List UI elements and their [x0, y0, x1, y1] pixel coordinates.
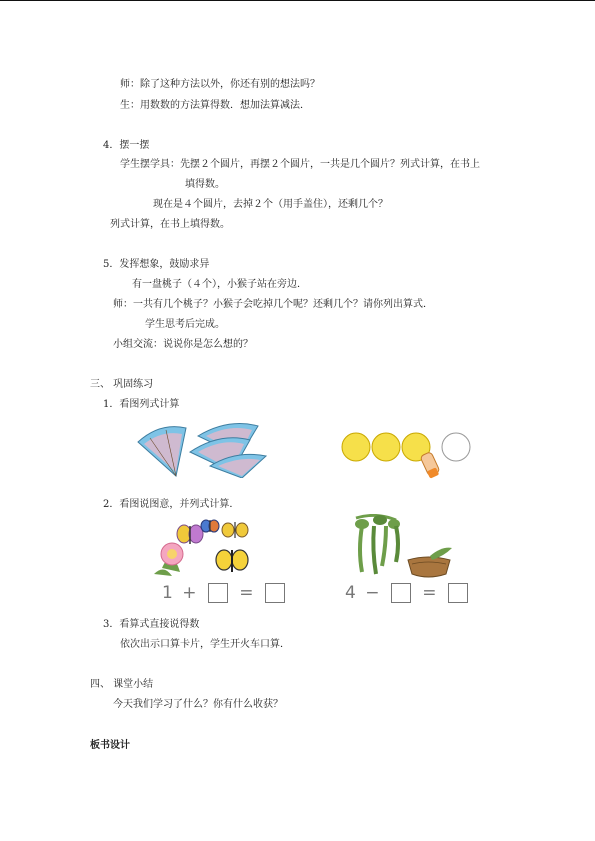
butterfly-icon	[177, 525, 203, 544]
yellow-disc-icon	[342, 433, 370, 461]
equals-sign: =	[239, 583, 254, 603]
hand-pointer-icon	[420, 451, 440, 478]
equation-number: 4	[345, 583, 356, 603]
section-4-para-2: 现在是４个圆片，去掉２个（用手盖住），还剩几个？	[153, 199, 388, 210]
board-design-heading: 板书设计	[90, 740, 130, 751]
plus-sign: +	[182, 583, 197, 603]
pea-pods-basket-illustration	[352, 514, 456, 580]
empty-disc-icon	[442, 433, 470, 461]
butterflies-flower-illustration	[150, 516, 254, 580]
counting-discs-illustration	[340, 429, 474, 481]
section-5-para-3: 学生思考后完成。	[145, 319, 225, 330]
section-5-para-2: 师：一共有几个桃子？小猴子会吃掉几个呢？还剩几个？请你列出算式．	[113, 299, 433, 310]
section-3-title: 三、 巩固练习	[90, 379, 154, 390]
minus-sign: −	[365, 583, 380, 603]
answer-box[interactable]	[391, 583, 411, 603]
summary-para: 今天我们学习了什么？你有什么收获？	[113, 699, 283, 710]
equation-subtraction	[343, 583, 472, 603]
top-border-line	[0, 0, 595, 1]
exercise-3-title: 3．看算式直接说得数	[103, 619, 200, 630]
section-5-para-4: 小组交流：说说你是怎么想的？	[113, 339, 253, 350]
answer-box[interactable]	[208, 583, 228, 603]
butterfly-icon	[222, 522, 248, 538]
section-4-para-1b: 填得数。	[185, 179, 225, 190]
answer-box[interactable]	[265, 583, 285, 603]
section-4-summary-title: 四、 课堂小结	[90, 679, 154, 690]
folding-fans-illustration	[136, 412, 268, 478]
equation-addition	[160, 583, 289, 603]
exercise-3-para: 依次出示口算卡片，学生开火车口算．	[120, 639, 290, 650]
section-4-para-3: 列式计算，在书上填得数。	[110, 219, 230, 230]
exercise-1-title: 1．看图列式计算	[103, 399, 180, 410]
dialogue-teacher-1: 师：除了这种方法以外，你还有别的想法吗？	[120, 79, 320, 90]
section-5-para-1: 有一盘桃子（４个），小猴子站在旁边．	[132, 279, 307, 290]
answer-box[interactable]	[448, 583, 468, 603]
section-4-para-1a: 学生摆学具：先摆２个圆片，再摆２个圆片，一共是几个圆片？列式计算，在书上	[120, 159, 480, 170]
butterfly-icon	[201, 520, 219, 532]
dialogue-student-1: 生：用数数的方法算得数．想加法算减法．	[120, 100, 310, 111]
pea-plant-icon	[355, 515, 400, 574]
section-5-title: 5．发挥想象，鼓励求异	[103, 259, 210, 270]
basket-icon	[408, 548, 452, 577]
exercise-2-title: 2．看图说图意，并列式计算．	[103, 499, 240, 510]
equals-sign: =	[422, 583, 437, 603]
flower-icon	[154, 543, 183, 576]
equation-number: 1	[162, 583, 173, 603]
butterfly-icon	[216, 550, 248, 572]
fan-icon	[138, 427, 186, 476]
yellow-disc-icon	[372, 433, 400, 461]
section-4-title: 4．摆一摆	[103, 140, 150, 151]
